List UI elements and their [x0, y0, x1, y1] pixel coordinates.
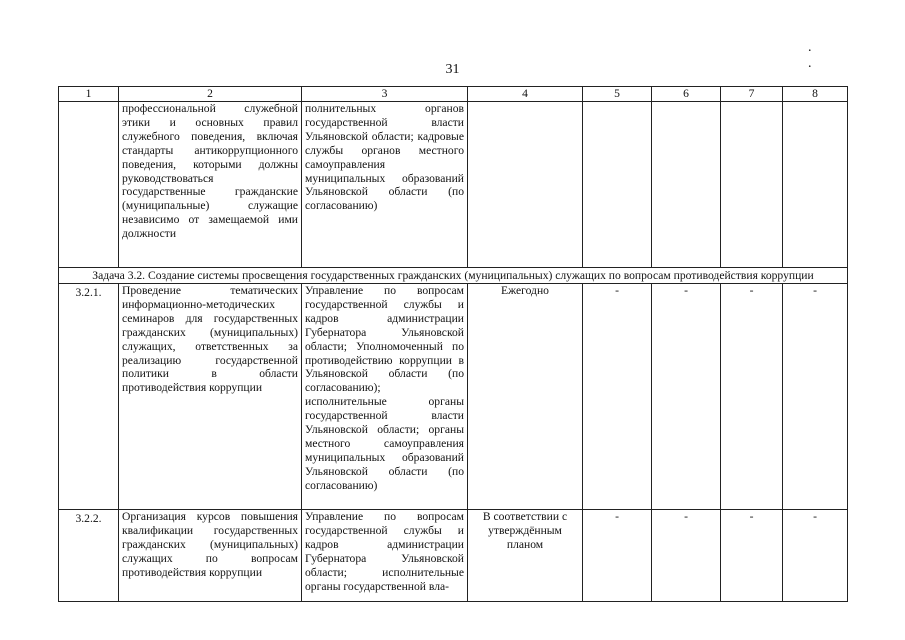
executor: Управление по вопросам государственной службы и кадров администрации Губернатора Ульяновской области; Уполномоченный по противодействию коррупции в Ульяновской области (по согласованию); исполнительные органы государственной власти Ульяновской области; органы местного самоуправления муниципальных образований Ульяновской области (по согласованию) [302, 284, 468, 510]
column-header: 7 [721, 87, 783, 102]
activity-name: профессиональной служебной этики и основных правил служебного поведения, включая стандарты антикоррупционного поведения, которыми должны руководствоваться государственные гражданские (муниципальные) служащие независимо от замещаемой ими должности [119, 102, 302, 268]
page-number: 31 [445, 62, 460, 77]
term: Ежегодно [468, 284, 583, 510]
activity-name: Проведение тематических информационно-методических семинаров для государственных гражданских (муниципальных) служащих, ответственных за реализацию государственной политики в области противодействия коррупции [119, 284, 302, 510]
term [468, 102, 583, 268]
value-cell: - [583, 284, 652, 510]
value-cell: - [783, 284, 848, 510]
task-heading-row [59, 268, 848, 284]
row-number: 3.2.1. [59, 284, 119, 510]
value-cell: - [783, 510, 848, 602]
column-header: 6 [652, 87, 721, 102]
value-cell: - [652, 284, 721, 510]
value-cell: - [721, 510, 783, 602]
value-cell: - [583, 510, 652, 602]
task-heading: Задача 3.2. Создание системы просвещения государственных гражданских (муниципальных) служащих по вопросам противодействия коррупции [59, 268, 848, 284]
value-cell: - [721, 284, 783, 510]
activities-table [58, 86, 848, 602]
row-number [59, 102, 119, 268]
executor: полнительных органов государственной власти Ульяновской области; кадровые службы органов местного самоуправления муниципальных образований Ульяновской области (по согласованию) [302, 102, 468, 268]
table-row [59, 102, 848, 268]
value-cell: - [652, 510, 721, 602]
row-number: 3.2.2. [59, 510, 119, 602]
corner-marks: . . [808, 40, 844, 71]
value-cell [652, 102, 721, 268]
value-cell [721, 102, 783, 268]
column-header: 1 [59, 87, 119, 102]
column-header: 2 [119, 87, 302, 102]
column-numbers-row [59, 87, 848, 102]
term: В соответствии с утверждённым планом [468, 510, 583, 602]
value-cell [783, 102, 848, 268]
value-cell [583, 102, 652, 268]
table-row [59, 510, 848, 602]
executor: Управление по вопросам государственной службы и кадров администрации Губернатора Ульяновской области; исполнительные органы государственной вла- [302, 510, 468, 602]
activity-name: Организация курсов повышения квалификации государственных гражданских (муниципальных) служащих по вопросам противодействия коррупции [119, 510, 302, 602]
column-header: 4 [468, 87, 583, 102]
column-header: 8 [783, 87, 848, 102]
column-header: 3 [302, 87, 468, 102]
table-row [59, 284, 848, 510]
column-header: 5 [583, 87, 652, 102]
